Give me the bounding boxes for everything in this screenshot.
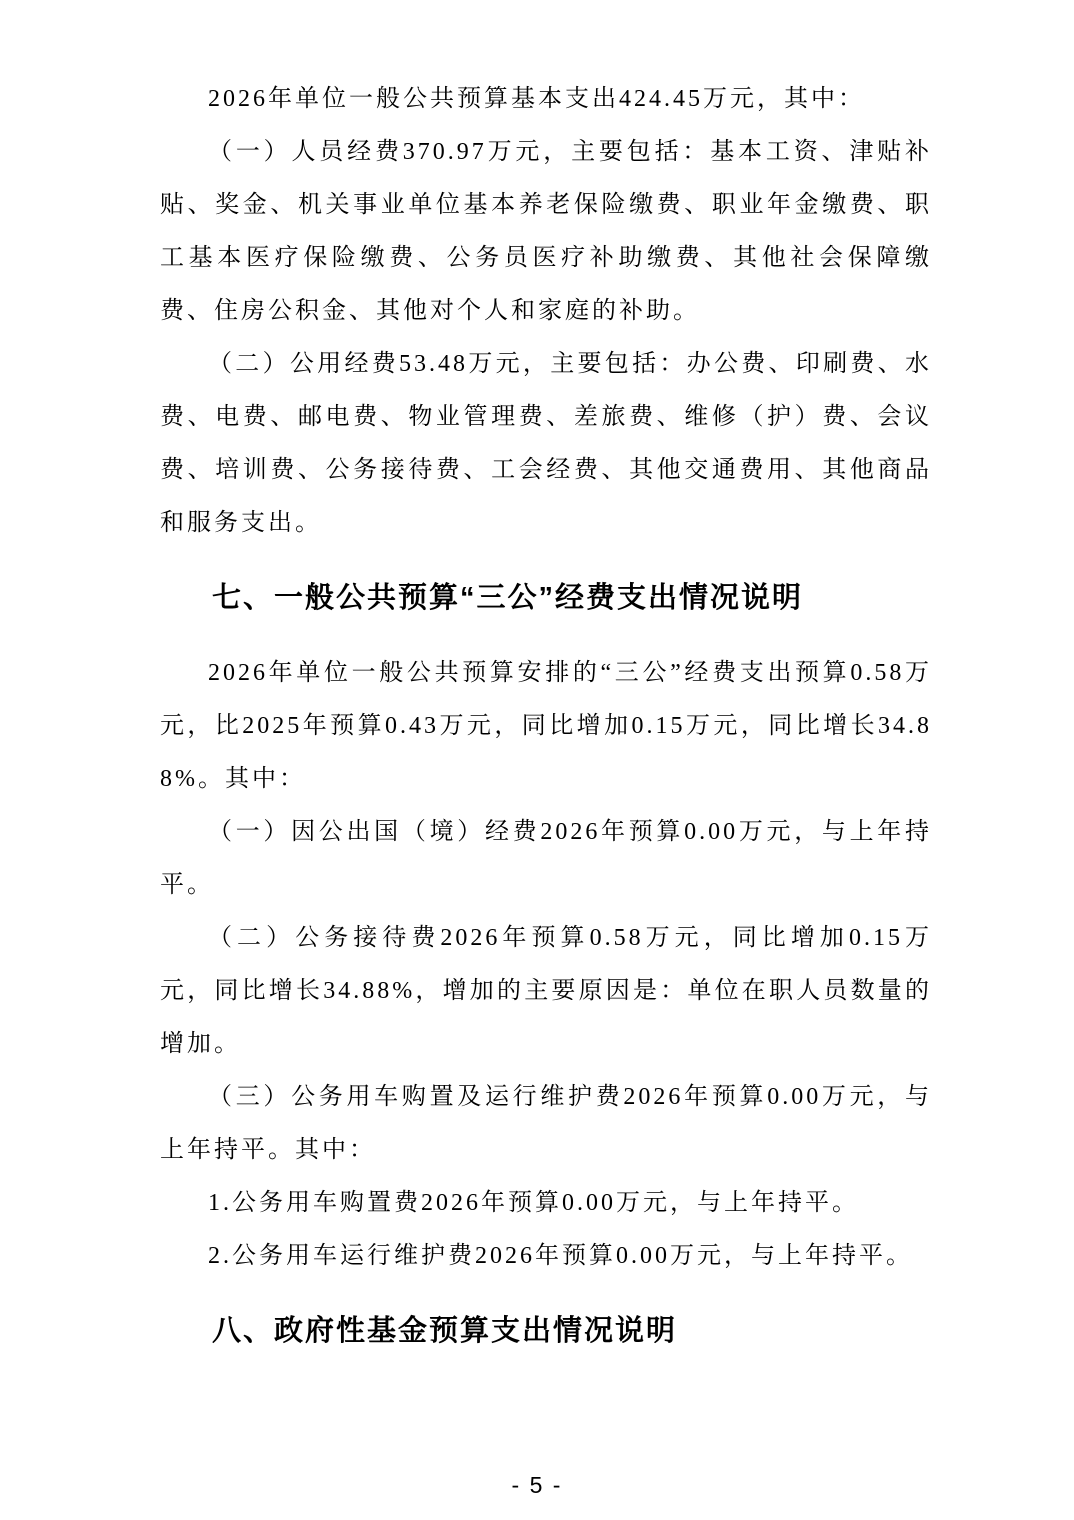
paragraph-overseas-travel-expense: （一）因公出国（境）经费2026年预算0.00万元，与上年持平。 [160,819,932,898]
paragraph-personnel-expenses: （一）人员经费370.97万元，主要包括：基本工资、津贴补贴、奖金、机关事业单位基本养老保险缴费、职业年金缴费、职工基本医疗保险缴费、公务员医疗补助缴费、其他社会保障缴费、住房公积金、其他对个人和家庭的补助。 [160,139,932,324]
page-body [160,73,932,1380]
paragraph-three-public-overview: 2026年单位一般公共预算安排的“三公”经费支出预算0.58万元，比2025年预算0.43万元，同比增加0.15万元，同比增长34.88%。其中： [160,660,932,792]
paragraph-vehicle-purchase-expense: 1.公务用车购置费2026年预算0.00万元，与上年持平。 [208,1190,859,1216]
section-eight-heading: 八、政府性基金预算支出情况说明 [212,1315,678,1347]
paragraph-official-reception-expense: （二）公务接待费2026年预算0.58万元，同比增加0.15万元，同比增长34.88%，增加的主要原因是：单位在职人员数量的增加。 [160,925,932,1057]
paragraph-basic-expenditure-total: 2026年单位一般公共预算基本支出424.45万元，其中： [208,86,865,112]
paragraph-official-vehicle-expense: （三）公务用车购置及运行维护费2026年预算0.00万元，与上年持平。其中： [160,1084,932,1163]
section-seven-heading: 七、一般公共预算“三公”经费支出情况说明 [212,582,804,614]
page-number: - 5 - [511,1472,563,1498]
paragraph-public-operating-expenses: （二）公用经费53.48万元，主要包括：办公费、印刷费、水费、电费、邮电费、物业管理费、差旅费、维修（护）费、会议费、培训费、公务接待费、工会经费、其他交通费用、其他商品和服务支出。 [160,351,932,536]
paragraph-vehicle-maintenance-expense: 2.公务用车运行维护费2026年预算0.00万元，与上年持平。 [208,1243,913,1269]
